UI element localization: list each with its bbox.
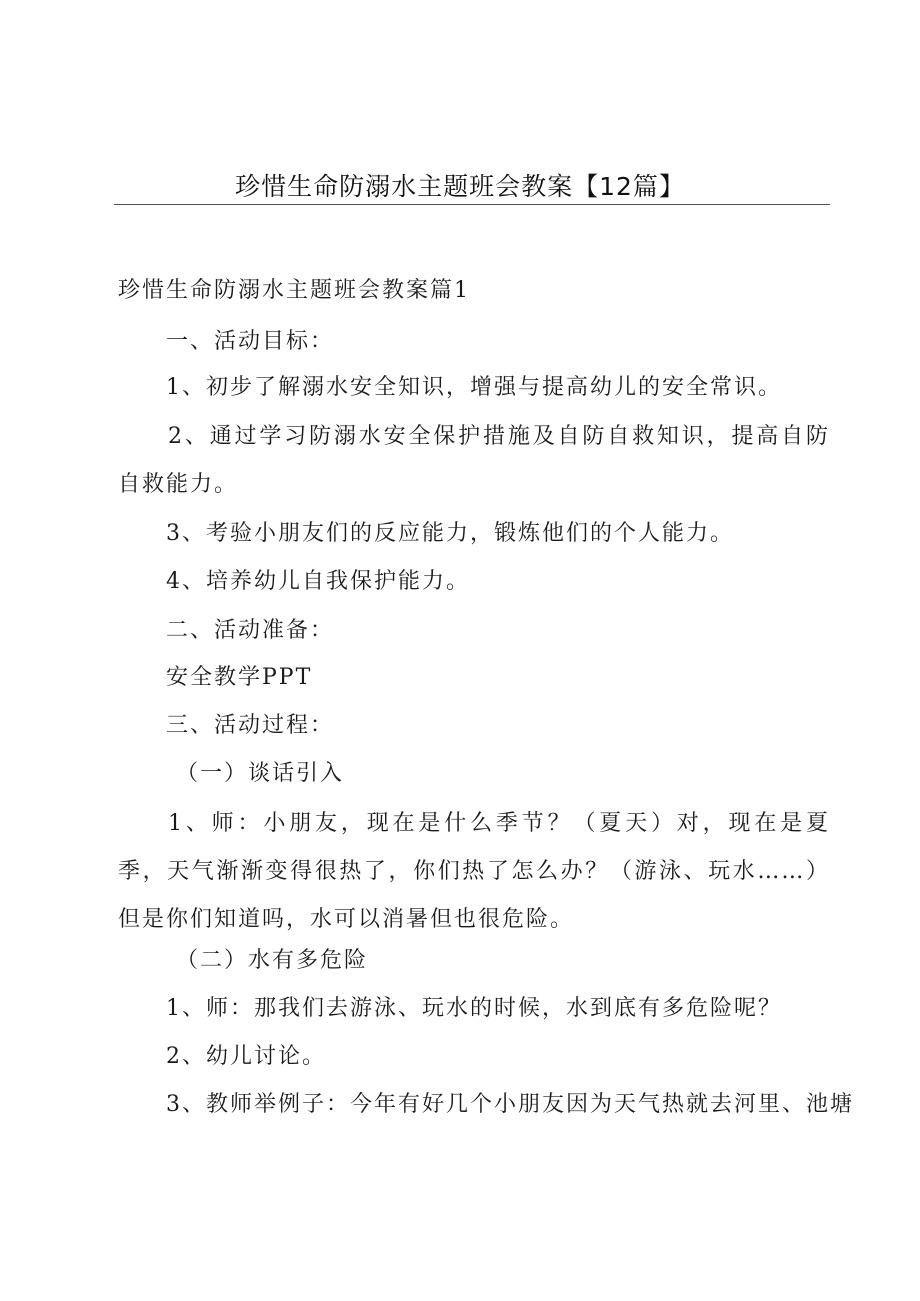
paragraph-preparation-item: 安全教学PPT (166, 665, 313, 690)
paragraph-preparation-heading: 二、活动准备： (166, 618, 335, 643)
paragraph-dialogue-1: 1、师：小朋友，现在是什么季节？（夏天）对，现在是夏季，天气渐渐变得很热了，你们热了怎么办？（游泳、玩水……）但是你们知道吗，水可以消暑但也很危险。 (118, 811, 830, 932)
paragraph-objective-3: 3、考验小朋友们的反应能力，锻炼他们的个人能力。 (166, 521, 734, 546)
paragraph-dialogue-2: 1、师：那我们去游泳、玩水的时候，水到底有多危险呢？ (166, 996, 782, 1021)
paragraph-discussion: 2、幼儿讨论。 (166, 1044, 326, 1069)
paragraph-example: 3、教师举例子：今年有好几个小朋友因为天气热就去河里、池塘 (166, 1092, 854, 1117)
paragraph-objectives-heading: 一、活动目标： (166, 329, 335, 354)
paragraph-subsection-1: （一）谈话引入 (176, 761, 345, 786)
paragraph-subsection-2: （二）水有多危险 (176, 948, 369, 973)
paragraph-objective-1: 1、初步了解溺水安全知识，增强与提高幼儿的安全常识。 (166, 375, 782, 400)
paragraph-objective-2: 2、通过学习防溺水安全保护措施及自防自救知识，提高自防自救能力。 (118, 424, 830, 497)
title-divider (114, 204, 830, 205)
paragraph-process-heading: 三、活动过程： (166, 713, 335, 738)
section-heading: 珍惜生命防溺水主题班会教案篇1 (118, 278, 470, 303)
paragraph-objective-4: 4、培养幼儿自我保护能力。 (166, 569, 470, 594)
document-title: 珍惜生命防溺水主题班会教案【12篇】 (235, 172, 685, 201)
